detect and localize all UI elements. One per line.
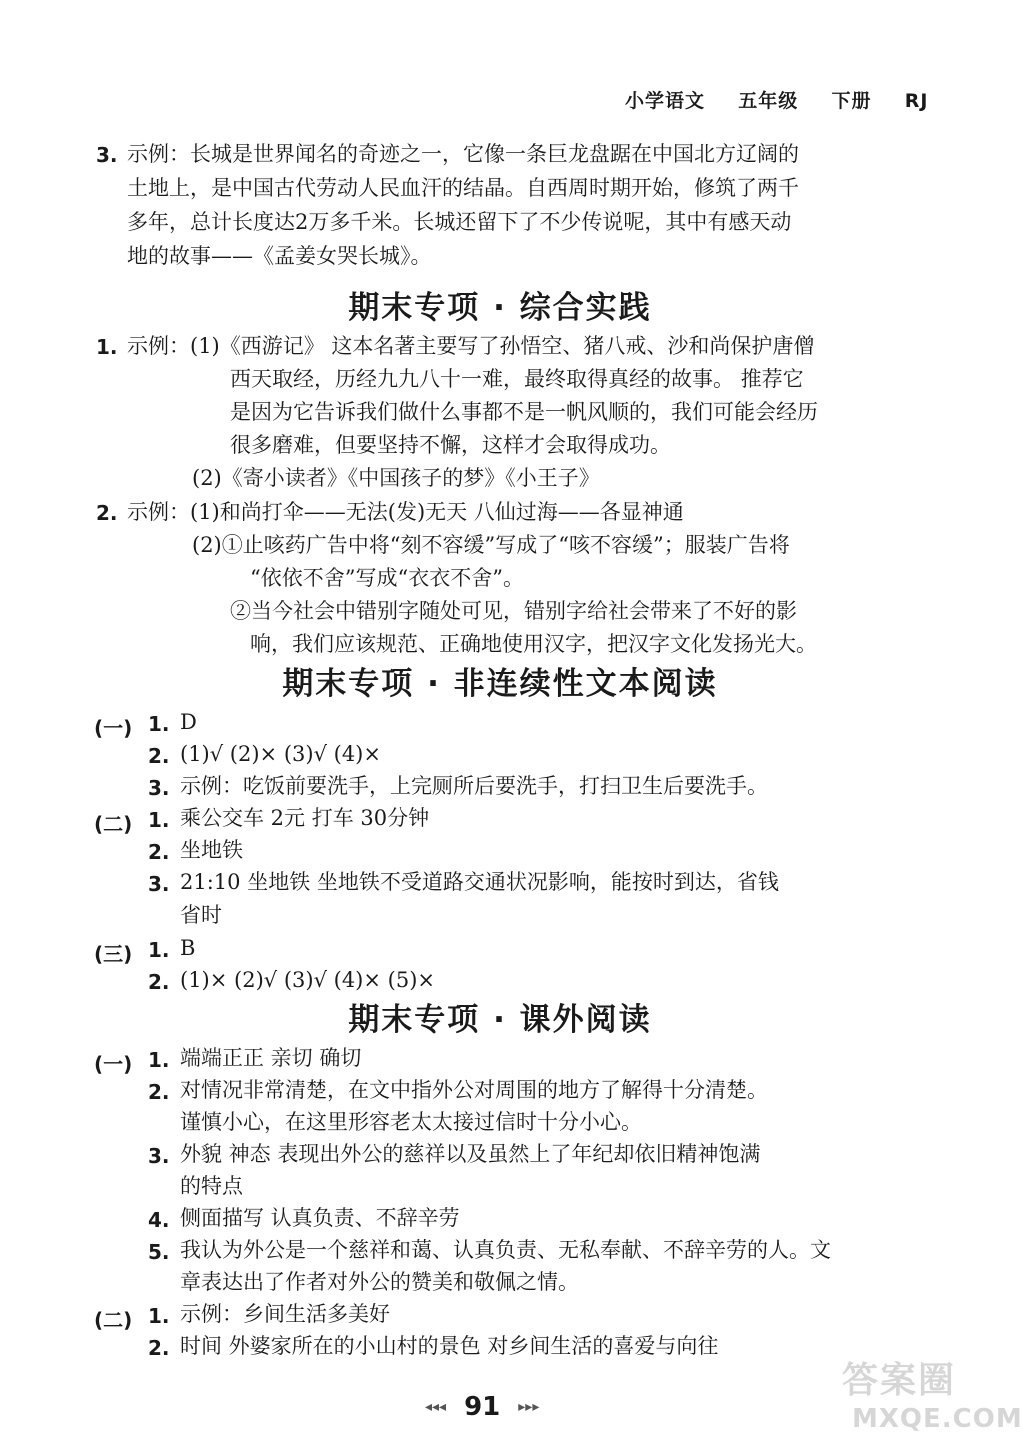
s1-q1-line-2: 西天取经，历经九九八十一难，最终取得真经的故事。 推荐它 [230, 367, 804, 391]
s3-p1-i3-cont: 的特点 [180, 1174, 243, 1198]
watermark-logo: 答案圈 [842, 1360, 957, 1401]
header-volume: 下册 [831, 90, 872, 112]
q3-line-4: 地的故事——《孟姜女哭长城》。 [127, 244, 432, 268]
s2-p2-i1-number: 1. [148, 808, 170, 832]
s3-part1-label: (一) [94, 1052, 133, 1076]
s1-q1-line-5: (2)《寄小读者》《中国孩子的梦》《小王子》 [192, 466, 600, 490]
q3-line-2: 土地上，是中国古代劳动人民血汗的结晶。自西周时期开始，修筑了两千 [127, 176, 799, 200]
s3-p1-i1-number: 1. [148, 1048, 170, 1072]
s1-q1-line-4: 很多磨难，但要坚持不懈，这样才会取得成功。 [230, 433, 671, 457]
s2-p2-i3-cont: 省时 [180, 903, 222, 927]
s3-p2-i2-number: 2. [148, 1336, 170, 1360]
header-subject: 小学语文 [625, 90, 706, 112]
s1-q2-number: 2. [96, 501, 118, 525]
s2-p3-i1-number: 1. [148, 938, 170, 962]
s2-p1-i2-text: (1)√ (2)× (3)√ (4)× [180, 742, 381, 766]
s2-p1-i2-number: 2. [148, 744, 170, 768]
s1-q2-line-1: 示例：(1)和尚打伞——无法(发)无天 八仙过海——各显神通 [127, 500, 684, 524]
s1-q2-line-5: 响，我们应该规范、正确地使用汉字，把汉字文化发扬光大。 [250, 632, 817, 656]
s3-p2-i1-number: 1. [148, 1304, 170, 1328]
s2-p2-i3-number: 3. [148, 872, 170, 896]
s3-p1-i5-text: 我认为外公是一个慈祥和蔼、认真负责、无私奉献、不辞辛劳的人。文 [180, 1238, 831, 1262]
s2-p1-i1-text: D [180, 710, 197, 734]
s2-part1-label: (一) [94, 716, 133, 740]
left-arrows-icon: ◂◂◂ [425, 1399, 447, 1415]
q3-number: 3. [96, 143, 118, 167]
page-footer [425, 1392, 539, 1422]
q3-line-1: 示例：长城是世界闻名的奇迹之一，它像一条巨龙盘踞在中国北方辽阔的 [127, 142, 799, 166]
s3-p1-i1-text: 端端正正 亲切 确切 [180, 1046, 362, 1070]
s1-q2-line-2: (2)①止咳药广告中将“刻不容缓”写成了“咳不容缓”；服装广告将 [192, 533, 790, 557]
section-title-non-continuous-reading: 期末专项 · 非连续性文本阅读 [282, 666, 718, 702]
s3-p2-i2-text: 时间 外婆家所在的小山村的景色 对乡间生活的喜爱与向往 [180, 1334, 719, 1358]
s2-p3-i2-text: (1)× (2)√ (3)√ (4)× (5)× [180, 968, 435, 992]
s1-q1-line-1: 示例：(1)《西游记》 这本名著主要写了孙悟空、猪八戒、沙和尚保护唐僧 [127, 334, 815, 358]
page-number: 91 [464, 1392, 501, 1422]
s3-p1-i4-number: 4. [148, 1208, 170, 1232]
s3-p1-i5-number: 5. [148, 1240, 170, 1264]
s2-p2-i2-number: 2. [148, 840, 170, 864]
watermark-url: MXQE.COM [852, 1404, 1023, 1434]
s1-q2-line-4: ②当今社会中错别字随处可见，错别字给社会带来了不好的影 [230, 599, 797, 623]
s2-p3-i1-text: B [180, 936, 196, 960]
s3-p1-i2-text: 对情况非常清楚，在文中指外公对周围的地方了解得十分清楚。 [180, 1078, 768, 1102]
s1-q2-line-3: “依依不舍”写成“衣衣不舍”。 [250, 566, 524, 590]
s1-q1-number: 1. [96, 335, 118, 359]
s2-p1-i3-number: 3. [148, 776, 170, 800]
s2-p2-i1-text: 乘公交车 2元 打车 30分钟 [180, 806, 430, 830]
page-header [625, 86, 929, 113]
section-title-extracurricular-reading: 期末专项 · 课外阅读 [348, 1002, 652, 1038]
s3-p1-i5-cont: 章表达出了作者对外公的赞美和敬佩之情。 [180, 1270, 579, 1294]
header-grade: 五年级 [738, 90, 799, 112]
s1-q1-line-3: 是因为它告诉我们做什么事都不是一帆风顺的，我们可能会经历 [230, 400, 818, 424]
s2-part3-label: (三) [94, 942, 133, 966]
q3-line-3: 多年，总计长度达2万多千米。长城还留下了不少传说呢，其中有感天动 [127, 210, 792, 234]
s3-p2-i1-text: 示例：乡间生活多美好 [180, 1302, 390, 1326]
s2-p2-i2-text: 坐地铁 [180, 838, 243, 862]
header-edition: RJ [904, 90, 929, 112]
s2-part2-label: (二) [94, 812, 133, 836]
s3-p1-i2-cont: 谨慎小心，在这里形容老太太接过信时十分小心。 [180, 1110, 642, 1134]
s2-p1-i1-number: 1. [148, 712, 170, 736]
s3-p1-i4-text: 侧面描写 认真负责、不辞辛劳 [180, 1206, 460, 1230]
s2-p3-i2-number: 2. [148, 970, 170, 994]
section-title-comprehensive-practice: 期末专项 · 综合实践 [348, 290, 652, 326]
s3-p1-i3-number: 3. [148, 1144, 170, 1168]
s2-p2-i3-text: 21:10 坐地铁 坐地铁不受道路交通状况影响，能按时到达，省钱 [180, 870, 779, 894]
s3-p1-i2-number: 2. [148, 1080, 170, 1104]
s2-p1-i3-text: 示例：吃饭前要洗手，上完厕所后要洗手，打扫卫生后要洗手。 [180, 774, 768, 798]
right-arrows-icon: ▸▸▸ [518, 1399, 540, 1415]
s3-part2-label: (二) [94, 1308, 133, 1332]
s3-p1-i3-text: 外貌 神态 表现出外公的慈祥以及虽然上了年纪却依旧精神饱满 [180, 1142, 761, 1166]
